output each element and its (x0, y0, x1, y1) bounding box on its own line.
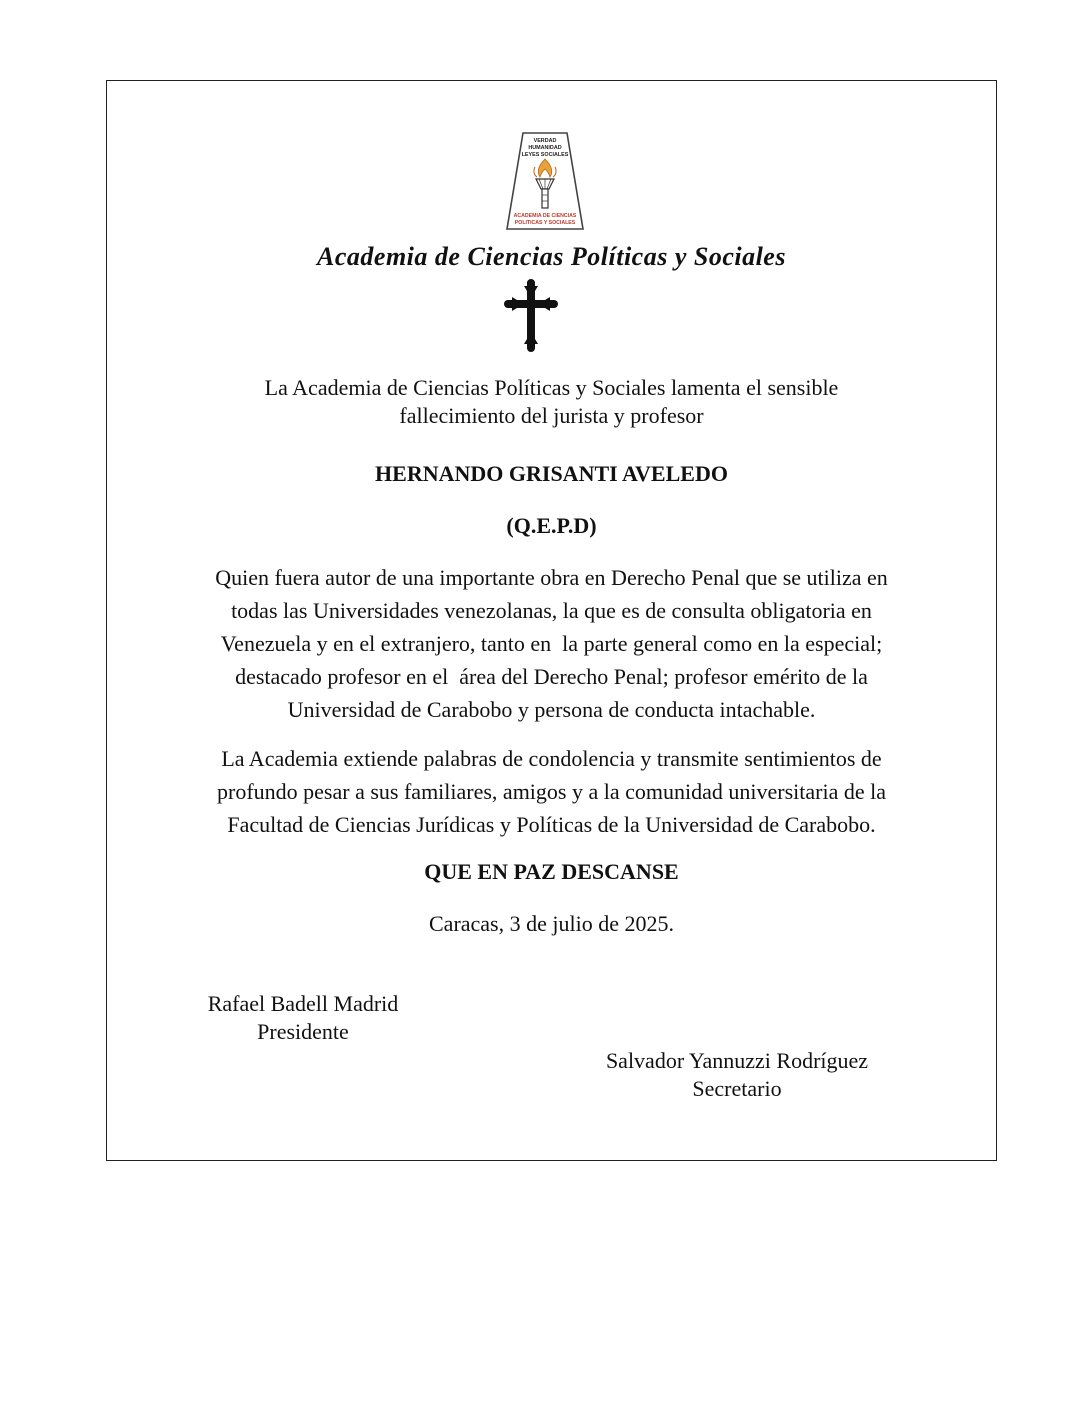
signatory-name: Salvador Yannuzzi Rodríguez (605, 1048, 869, 1073)
cross-icon (502, 278, 560, 352)
intro-line: fallecimiento del jurista y profesor (399, 403, 704, 428)
qepd-label: (Q.E.P.D) (506, 513, 597, 538)
academy-name-heading: Academia de Ciencias Políticas y Sociales (317, 242, 786, 271)
signature-president (178, 990, 428, 1046)
paragraph-line: Quien fuera autor de una importante obra en Derecho Penal que se utiliza en (215, 565, 888, 590)
paragraph-line: destacado profesor en el área del Derecho Penal; profesor emérito de la (235, 664, 868, 689)
logo-bottom-text-2: POLITICAS Y SOCIALES (514, 220, 576, 226)
closing-phrase: QUE EN PAZ DESCANSE (424, 859, 679, 884)
paragraph-line: Universidad de Carabobo y persona de conducta intachable. (287, 697, 816, 722)
tribute-paragraph (106, 561, 997, 726)
logo-top-text-3: LEYES SOCIALES (521, 152, 569, 158)
condolence-paragraph (106, 742, 997, 841)
paragraph-line: todas las Universidades venezolanas, la que es de consulta obligatoria en (231, 598, 872, 623)
deceased-name: HERNANDO GRISANTI AVELEDO (375, 461, 728, 486)
paragraph-line: La Academia extiende palabras de condolencia y transmite sentimientos de (221, 746, 882, 771)
signature-secretary (572, 1047, 902, 1103)
logo-top-text-1: VERDAD (533, 138, 557, 144)
paragraph-line: Venezuela y en el extranjero, tanto en la parte general como en la especial; (220, 631, 883, 656)
logo-bottom-text-1: ACADEMIA DE CIENCIAS (513, 213, 577, 219)
paragraph-line: profundo pesar a sus familiares, amigos y a la comunidad universitaria de la (217, 779, 886, 804)
signatory-role: Secretario (692, 1076, 782, 1101)
logo-top-text-2: HUMANIDAD (528, 145, 562, 151)
intro-line: La Academia de Ciencias Políticas y Sociales lamenta el sensible (264, 375, 839, 400)
announcement-intro (106, 374, 997, 430)
paragraph-line: Facultad de Ciencias Jurídicas y Políticas de la Universidad de Carabobo. (227, 812, 876, 837)
academy-torch-emblem-icon (503, 131, 587, 233)
signatory-name: Rafael Badell Madrid (207, 991, 399, 1016)
signatory-role: Presidente (257, 1019, 349, 1044)
place-date: Caracas, 3 de julio de 2025. (429, 911, 674, 936)
